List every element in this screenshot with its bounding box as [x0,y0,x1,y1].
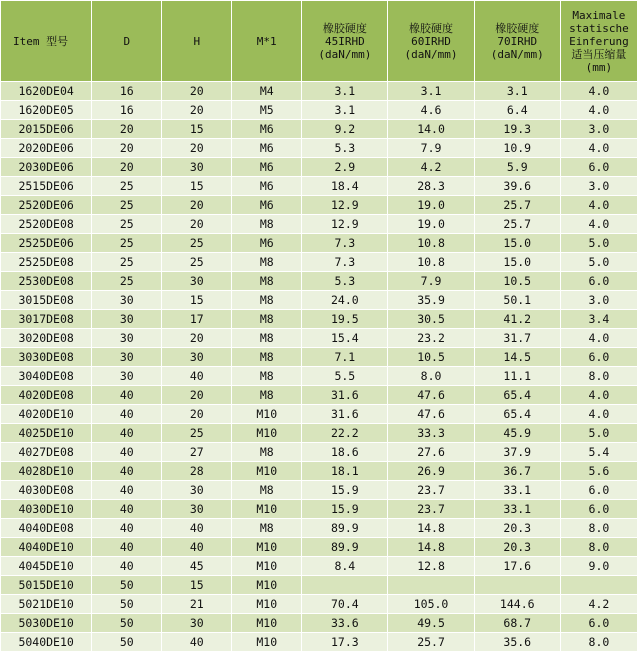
table-row [1,348,638,367]
cell-item: 3040DE08 [1,367,92,386]
cell-hardness-70: 15.0 [474,234,560,253]
cell-max-deflection: 4.0 [560,139,637,158]
cell-hardness-45: 2.9 [302,158,388,177]
cell-max-deflection: 6.0 [560,500,637,519]
cell-max-deflection: 4.2 [560,595,637,614]
col-header-hardness-70 [474,1,560,82]
cell-item: 2515DE06 [1,177,92,196]
cell-m: M8 [232,215,302,234]
cell-hardness-45: 17.3 [302,633,388,652]
cell-hardness-45: 31.6 [302,386,388,405]
cell-m: M10 [232,424,302,443]
cell-hardness-60: 35.9 [388,291,474,310]
col-header-max-deflection [560,1,637,82]
col-header-m: M*1 [232,1,302,82]
cell-h: 30 [162,348,232,367]
cell-hardness-60: 10.8 [388,234,474,253]
cell-d: 25 [92,272,162,291]
cell-d: 50 [92,633,162,652]
cell-hardness-60: 10.5 [388,348,474,367]
cell-h: 15 [162,291,232,310]
cell-item: 4030DE08 [1,481,92,500]
cell-h: 20 [162,329,232,348]
table-row [1,215,638,234]
cell-m: M6 [232,196,302,215]
cell-hardness-60: 3.1 [388,82,474,101]
cell-item: 1620DE05 [1,101,92,120]
cell-d: 25 [92,196,162,215]
cell-item: 2525DE08 [1,253,92,272]
cell-hardness-45: 8.4 [302,557,388,576]
cell-hardness-70: 5.9 [474,158,560,177]
cell-max-deflection: 5.0 [560,424,637,443]
cell-hardness-45: 3.1 [302,101,388,120]
cell-hardness-45: 22.2 [302,424,388,443]
cell-hardness-70: 37.9 [474,443,560,462]
cell-hardness-70: 20.3 [474,519,560,538]
cell-hardness-70: 19.3 [474,120,560,139]
cell-h: 30 [162,272,232,291]
cell-d: 40 [92,519,162,538]
cell-max-deflection: 4.0 [560,405,637,424]
cell-d: 16 [92,101,162,120]
hardness-60-line-3: (daN/mm) [404,47,458,61]
cell-max-deflection: 4.0 [560,82,637,101]
cell-hardness-45: 19.5 [302,310,388,329]
cell-d: 20 [92,120,162,139]
cell-d: 25 [92,177,162,196]
hardness-60-line-2: 60IRHD [411,34,451,48]
cell-hardness-60: 14.8 [388,519,474,538]
cell-max-deflection: 6.0 [560,348,637,367]
cell-hardness-45: 33.6 [302,614,388,633]
cell-hardness-60: 30.5 [388,310,474,329]
cell-item: 5040DE10 [1,633,92,652]
cell-h: 20 [162,82,232,101]
cell-m: M8 [232,272,302,291]
cell-hardness-70: 39.6 [474,177,560,196]
cell-m: M8 [232,253,302,272]
cell-h: 40 [162,367,232,386]
cell-d: 25 [92,253,162,272]
table-row [1,367,638,386]
cell-item: 4040DE08 [1,519,92,538]
cell-m: M10 [232,462,302,481]
cell-d: 40 [92,500,162,519]
cell-max-deflection: 4.0 [560,329,637,348]
cell-d: 30 [92,367,162,386]
cell-max-deflection: 8.0 [560,633,637,652]
cell-hardness-45: 5.3 [302,139,388,158]
cell-m: M8 [232,386,302,405]
table-row [1,196,638,215]
table-row [1,234,638,253]
cell-hardness-60: 47.6 [388,386,474,405]
cell-m: M8 [232,481,302,500]
cell-hardness-60: 8.0 [388,367,474,386]
cell-m: M8 [232,443,302,462]
cell-item: 4030DE10 [1,500,92,519]
cell-h: 20 [162,196,232,215]
cell-hardness-70: 33.1 [474,481,560,500]
cell-max-deflection: 4.0 [560,215,637,234]
cell-hardness-70: 41.2 [474,310,560,329]
cell-hardness-70: 68.7 [474,614,560,633]
cell-hardness-60: 23.7 [388,500,474,519]
cell-item: 3030DE08 [1,348,92,367]
cell-hardness-70: 17.6 [474,557,560,576]
cell-m: M10 [232,614,302,633]
cell-hardness-45: 15.9 [302,500,388,519]
cell-hardness-70: 6.4 [474,101,560,120]
cell-hardness-45: 12.9 [302,215,388,234]
cell-hardness-45: 7.1 [302,348,388,367]
cell-hardness-70: 20.3 [474,538,560,557]
cell-item: 5030DE10 [1,614,92,633]
table-row [1,443,638,462]
cell-hardness-60: 33.3 [388,424,474,443]
col-header-d: D [92,1,162,82]
cell-h: 25 [162,253,232,272]
cell-m: M10 [232,405,302,424]
cell-hardness-45: 9.2 [302,120,388,139]
cell-m: M6 [232,139,302,158]
cell-hardness-45: 7.3 [302,253,388,272]
cell-hardness-45: 70.4 [302,595,388,614]
cell-max-deflection: 3.4 [560,310,637,329]
table-row [1,291,638,310]
table-row [1,633,638,652]
cell-max-deflection: 8.0 [560,367,637,386]
cell-max-deflection: 5.6 [560,462,637,481]
cell-hardness-70: 25.7 [474,196,560,215]
cell-item: 2020DE06 [1,139,92,158]
cell-item: 4027DE08 [1,443,92,462]
cell-hardness-45: 3.1 [302,82,388,101]
cell-hardness-60: 28.3 [388,177,474,196]
cell-h: 25 [162,424,232,443]
cell-max-deflection: 9.0 [560,557,637,576]
table-row [1,462,638,481]
table-row [1,177,638,196]
cell-hardness-60: 23.2 [388,329,474,348]
cell-m: M8 [232,519,302,538]
cell-max-deflection: 3.0 [560,120,637,139]
cell-m: M10 [232,576,302,595]
cell-hardness-70: 3.1 [474,82,560,101]
cell-hardness-45: 7.3 [302,234,388,253]
cell-hardness-45: 15.9 [302,481,388,500]
cell-item: 2015DE06 [1,120,92,139]
cell-hardness-70: 10.9 [474,139,560,158]
cell-hardness-60 [388,576,474,595]
cell-hardness-60: 7.9 [388,139,474,158]
table-row [1,82,638,101]
cell-max-deflection: 8.0 [560,538,637,557]
cell-m: M10 [232,538,302,557]
cell-d: 40 [92,405,162,424]
cell-d: 20 [92,139,162,158]
cell-max-deflection: 6.0 [560,614,637,633]
cell-h: 45 [162,557,232,576]
cell-hardness-60: 4.2 [388,158,474,177]
cell-hardness-60: 25.7 [388,633,474,652]
cell-h: 21 [162,595,232,614]
cell-m: M6 [232,158,302,177]
hardness-70-line-2: 70IRHD [497,34,538,48]
cell-h: 25 [162,234,232,253]
cell-max-deflection: 6.0 [560,481,637,500]
cell-d: 50 [92,595,162,614]
table-row [1,158,638,177]
table-row [1,500,638,519]
cell-h: 15 [162,120,232,139]
cell-h: 20 [162,139,232,158]
cell-item: 4028DE10 [1,462,92,481]
cell-d: 50 [92,576,162,595]
cell-hardness-45: 31.6 [302,405,388,424]
cell-hardness-60: 14.0 [388,120,474,139]
cell-m: M10 [232,500,302,519]
cell-m: M4 [232,82,302,101]
cell-m: M6 [232,234,302,253]
hardness-45-line-2: 45IRHD [324,34,365,48]
cell-max-deflection [560,576,637,595]
cell-h: 20 [162,405,232,424]
table-row [1,424,638,443]
cell-hardness-70: 11.1 [474,367,560,386]
cell-m: M10 [232,595,302,614]
col-header-hardness-45 [302,1,388,82]
cell-hardness-60: 19.0 [388,215,474,234]
col-header-hardness-60 [388,1,474,82]
cell-hardness-60: 26.9 [388,462,474,481]
cell-d: 40 [92,386,162,405]
cell-hardness-45: 18.4 [302,177,388,196]
cell-d: 30 [92,329,162,348]
cell-hardness-70: 10.5 [474,272,560,291]
cell-hardness-45: 18.1 [302,462,388,481]
cell-hardness-60: 49.5 [388,614,474,633]
cell-d: 40 [92,538,162,557]
cell-hardness-45: 24.0 [302,291,388,310]
cell-h: 30 [162,500,232,519]
max-deflection-line-2: statische [569,21,629,35]
cell-hardness-45: 89.9 [302,519,388,538]
cell-hardness-60: 19.0 [388,196,474,215]
cell-m: M8 [232,367,302,386]
table-row [1,538,638,557]
cell-item: 2520DE08 [1,215,92,234]
table-row [1,557,638,576]
cell-item: 3015DE08 [1,291,92,310]
max-deflection-line-3: Einferung [569,34,629,48]
cell-d: 25 [92,234,162,253]
cell-hardness-70: 45.9 [474,424,560,443]
cell-item: 2030DE06 [1,158,92,177]
cell-d: 16 [92,82,162,101]
table-row [1,576,638,595]
cell-hardness-70: 25.7 [474,215,560,234]
cell-m: M8 [232,348,302,367]
cell-item: 2525DE06 [1,234,92,253]
cell-hardness-60: 23.7 [388,481,474,500]
cell-d: 40 [92,462,162,481]
cell-hardness-60: 14.8 [388,538,474,557]
cell-hardness-60: 12.8 [388,557,474,576]
cell-hardness-70: 31.7 [474,329,560,348]
cell-h: 20 [162,215,232,234]
cell-max-deflection: 4.0 [560,196,637,215]
cell-hardness-70 [474,576,560,595]
cell-hardness-70: 33.1 [474,500,560,519]
cell-m: M5 [232,101,302,120]
table-row [1,614,638,633]
cell-hardness-70: 36.7 [474,462,560,481]
cell-hardness-70: 35.6 [474,633,560,652]
cell-d: 30 [92,348,162,367]
cell-d: 25 [92,215,162,234]
cell-item: 1620DE04 [1,82,92,101]
cell-m: M6 [232,177,302,196]
table-row [1,310,638,329]
cell-max-deflection: 8.0 [560,519,637,538]
cell-item: 4020DE10 [1,405,92,424]
hardness-70-line-1: 橡胶硬度 [495,21,540,35]
max-deflection-line-4: 适当压缩量 [571,47,627,61]
cell-d: 30 [92,291,162,310]
cell-d: 40 [92,424,162,443]
cell-d: 40 [92,443,162,462]
table-row [1,595,638,614]
table-row [1,329,638,348]
table-row [1,139,638,158]
header-row [1,1,638,82]
cell-max-deflection: 5.4 [560,443,637,462]
cell-m: M6 [232,120,302,139]
table-row [1,101,638,120]
max-deflection-line-1: Maximale [572,8,626,22]
cell-hardness-45: 89.9 [302,538,388,557]
cell-hardness-70: 65.4 [474,405,560,424]
cell-d: 50 [92,614,162,633]
cell-h: 15 [162,177,232,196]
cell-m: M8 [232,291,302,310]
cell-h: 40 [162,519,232,538]
cell-h: 20 [162,101,232,120]
cell-hardness-60: 105.0 [388,595,474,614]
hardness-45-line-3: (daN/mm) [318,47,372,61]
hardness-70-line-3: (daN/mm) [490,47,544,61]
cell-hardness-60: 4.6 [388,101,474,120]
cell-d: 40 [92,557,162,576]
table-row [1,481,638,500]
cell-h: 30 [162,481,232,500]
cell-max-deflection: 5.0 [560,253,637,272]
cell-m: M10 [232,557,302,576]
col-header-h: H [162,1,232,82]
cell-hardness-60: 7.9 [388,272,474,291]
cell-item: 4025DE10 [1,424,92,443]
cell-hardness-60: 10.8 [388,253,474,272]
col-header-item: Item 型号 [1,1,92,82]
cell-item: 3020DE08 [1,329,92,348]
max-deflection-line-5: (mm) [585,60,613,74]
cell-h: 30 [162,614,232,633]
table-row [1,120,638,139]
table-row [1,272,638,291]
cell-h: 40 [162,633,232,652]
cell-m: M8 [232,329,302,348]
hardness-45-line-1: 橡胶硬度 [322,21,367,35]
cell-hardness-45: 5.5 [302,367,388,386]
cell-hardness-45 [302,576,388,595]
table-row [1,405,638,424]
hardness-60-line-1: 橡胶硬度 [409,21,454,35]
cell-h: 15 [162,576,232,595]
cell-item: 5021DE10 [1,595,92,614]
cell-h: 20 [162,386,232,405]
cell-max-deflection: 3.0 [560,291,637,310]
table-row [1,386,638,405]
cell-hardness-45: 12.9 [302,196,388,215]
cell-h: 27 [162,443,232,462]
cell-max-deflection: 5.0 [560,234,637,253]
cell-hardness-70: 14.5 [474,348,560,367]
cell-max-deflection: 6.0 [560,272,637,291]
cell-item: 3017DE08 [1,310,92,329]
cell-m: M8 [232,310,302,329]
cell-h: 30 [162,158,232,177]
table-row [1,253,638,272]
cell-hardness-60: 47.6 [388,405,474,424]
cell-h: 17 [162,310,232,329]
cell-d: 20 [92,158,162,177]
cell-d: 30 [92,310,162,329]
cell-item: 4045DE10 [1,557,92,576]
cell-d: 40 [92,481,162,500]
cell-max-deflection: 4.0 [560,101,637,120]
cell-item: 4040DE10 [1,538,92,557]
cell-hardness-45: 18.6 [302,443,388,462]
cell-h: 40 [162,538,232,557]
cell-hardness-60: 27.6 [388,443,474,462]
cell-item: 2530DE08 [1,272,92,291]
cell-item: 5015DE10 [1,576,92,595]
cell-max-deflection: 6.0 [560,158,637,177]
cell-h: 28 [162,462,232,481]
cell-max-deflection: 3.0 [560,177,637,196]
cell-hardness-45: 5.3 [302,272,388,291]
cell-hardness-70: 144.6 [474,595,560,614]
cell-hardness-70: 50.1 [474,291,560,310]
table-row [1,519,638,538]
cell-item: 2520DE06 [1,196,92,215]
cell-item: 4020DE08 [1,386,92,405]
cell-hardness-70: 15.0 [474,253,560,272]
cell-m: M10 [232,633,302,652]
cell-hardness-45: 15.4 [302,329,388,348]
cell-max-deflection: 4.0 [560,386,637,405]
cell-hardness-70: 65.4 [474,386,560,405]
table-body [1,82,638,652]
